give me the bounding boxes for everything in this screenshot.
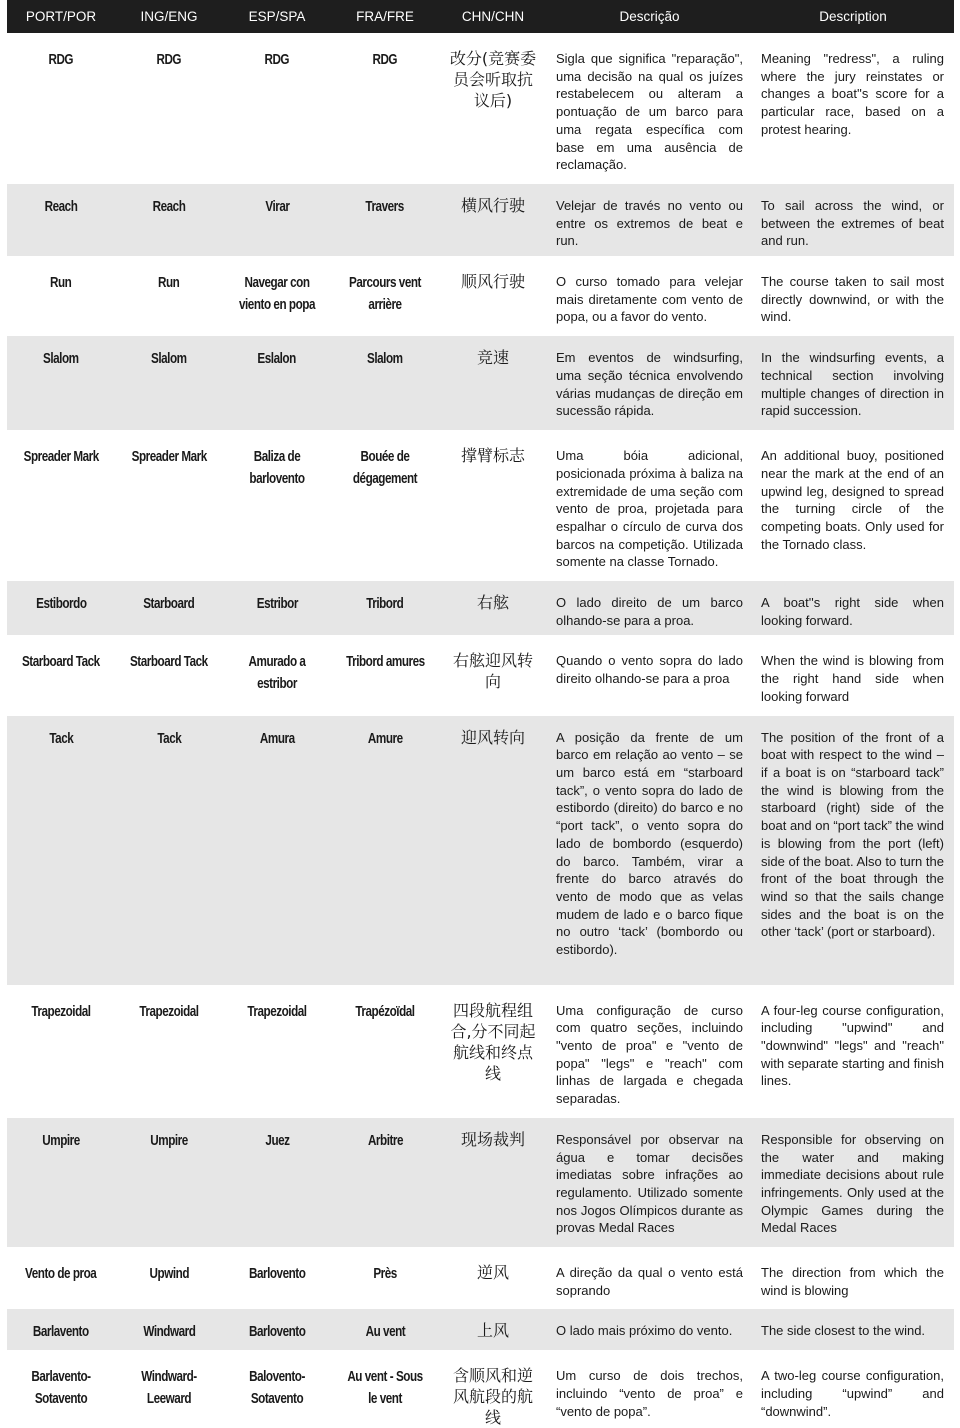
term-eng: [115, 714, 223, 987]
term-spa-text: Estribor: [256, 595, 298, 613]
term-por: [7, 579, 115, 637]
term-fre: [331, 1116, 439, 1249]
term-por-text: Tack: [49, 729, 73, 747]
term-spa-text: Barlovento: [248, 1323, 306, 1341]
term-spa: [223, 637, 331, 713]
term-por-text: Starboard Tack: [22, 653, 100, 671]
term-eng-text: Windward: [142, 1323, 196, 1341]
term-fre: [331, 579, 439, 637]
term-spa-text: Trapezoidal: [247, 1002, 307, 1020]
glossary-table: [7, 0, 954, 1428]
term-por-text: Trapezoidal: [31, 1002, 91, 1020]
term-spa-text: Eslalon: [257, 350, 297, 368]
term-por: [7, 432, 115, 579]
term-eng: [115, 258, 223, 334]
term-fre: [331, 182, 439, 258]
term-eng-text: Upwind: [149, 1264, 189, 1282]
term-spa: [223, 1116, 331, 1249]
description-pt: O lado direito de um barco olhando-se para a proa.: [547, 579, 752, 637]
term-por-text: Barlavento: [33, 1323, 89, 1341]
term-spa: [223, 432, 331, 579]
term-chn: 含顺风和逆风航段的航线: [439, 1352, 547, 1428]
term-spa-text: Amura: [259, 729, 295, 747]
term-fre: [331, 987, 439, 1116]
term-por-text: Barlavento-Sotavento: [31, 1368, 91, 1408]
description-en: In the windsurfing events, a technical section involving multiple changes of direction in rapid succession.: [752, 334, 954, 432]
header-description: Description: [752, 0, 954, 35]
term-spa: [223, 1352, 331, 1428]
table-row: [7, 182, 954, 258]
description-pt: O lado mais próximo do vento.: [547, 1307, 752, 1352]
term-fre-text: Tribord amures: [345, 653, 425, 671]
term-spa: [223, 35, 331, 182]
term-spa-text: Navegar con viento en popa: [238, 274, 316, 314]
term-por: [7, 1307, 115, 1352]
description-pt: Uma bóia adicional, posicionada próxima à baliza na extremidade de uma seção com vento de proa, projetada para espalhar o círculo de curva dos barcos na competição. Utilizada somente na classe Tornado.: [547, 432, 752, 579]
term-chn: 改分(竞赛委员会听取抗议后): [439, 35, 547, 182]
term-por-text: Run: [50, 274, 72, 292]
table-row: [7, 987, 954, 1116]
term-eng: [115, 334, 223, 432]
table-row: [7, 432, 954, 579]
description-pt: Responsável por observar na água e tomar decisões imediatas sobre infrações ao regulamento. Utilizado somente nos Jogos Olímpicos durante as provas Medal Races: [547, 1116, 752, 1249]
term-fre: [331, 334, 439, 432]
description-pt: Uma configuração de curso com quatro seções, incluindo "vento de proa" e "vento de popa" "legs" e "reach" com linhas de largada e chegada separadas.: [547, 987, 752, 1116]
description-pt: Em eventos de windsurfing, uma seção técnica envolvendo várias mudanças de direção em sucessão rápida.: [547, 334, 752, 432]
term-eng-text: Starboard: [143, 595, 195, 613]
term-eng-text: Spreader Mark: [131, 448, 207, 466]
term-spa: [223, 1249, 331, 1307]
table-row: [7, 334, 954, 432]
term-por: [7, 334, 115, 432]
term-por-text: Slalom: [43, 350, 79, 368]
term-chn: 右舷: [439, 579, 547, 637]
term-por-text: RDG: [48, 51, 74, 68]
description-en: Meaning "redress", a ruling where the jury reinstates or changes a boat''s score for a particular race, based on a protest hearing.: [752, 35, 954, 182]
term-fre: [331, 35, 439, 182]
term-fre-text: Au vent - Sous le vent: [347, 1368, 423, 1408]
term-fre-text: Bouée de dégagement: [352, 448, 418, 488]
description-en: The direction from which the wind is blowing: [752, 1249, 954, 1307]
term-spa-text: Virar: [264, 197, 290, 215]
table-row: [7, 714, 954, 987]
table-row: [7, 258, 954, 334]
term-fre: [331, 1307, 439, 1352]
term-fre-text: Parcours vent arrière: [349, 274, 421, 314]
term-por: [7, 987, 115, 1116]
description-en: The side closest to the wind.: [752, 1307, 954, 1352]
term-eng: [115, 637, 223, 713]
description-en: Responsible for observing on the water and making immediate decisions about rule infringements. Only used at the Olympic Games during the Medal Races: [752, 1116, 954, 1249]
term-fre-text: RDG: [372, 51, 398, 68]
term-fre-text: Amure: [367, 729, 403, 747]
header-chn: CHN/CHN: [439, 0, 547, 35]
description-en: The position of the front of a boat with respect to the wind – if a boat is on “starboard tack” the wind is blowing from the starboard (right) side of the boat and on “port tack” the wind is blowing from the port (left) side of the boat. Also to turn the front of the boat through the wind so that the sails change sides and the boat is on the other ‘tack’ (port or starboard).: [752, 714, 954, 987]
term-spa: [223, 1307, 331, 1352]
header-spa: ESP/SPA: [223, 0, 331, 35]
term-spa: [223, 334, 331, 432]
header-por: PORT/POR: [7, 0, 115, 35]
term-por-text: Reach: [44, 197, 78, 215]
term-fre-text: Arbitre: [367, 1131, 403, 1149]
term-spa-text: Barlovento: [248, 1264, 306, 1282]
term-chn: 现场裁判: [439, 1116, 547, 1249]
description-en: A boat''s right side when looking forward.: [752, 579, 954, 637]
term-eng-text: Slalom: [151, 350, 187, 368]
term-fre-text: Tribord: [366, 595, 404, 613]
description-en: A two-leg course configuration, including “upwind” and “downwind”.: [752, 1352, 954, 1428]
term-por: [7, 1352, 115, 1428]
term-por: [7, 637, 115, 713]
description-en: An additional buoy, positioned near the mark at the end of an upwind leg, designed to spread the turning circle of the competing boats. Only used for the Tornado class.: [752, 432, 954, 579]
term-eng-text: Umpire: [150, 1131, 188, 1149]
term-chn: 竞速: [439, 334, 547, 432]
table-row: [7, 1307, 954, 1352]
description-pt: Velejar de través no vento ou entre os extremos de beat e run.: [547, 182, 752, 258]
term-chn: 上风: [439, 1307, 547, 1352]
term-spa-text: RDG: [264, 51, 290, 68]
term-chn: 右舷迎风转向: [439, 637, 547, 713]
term-fre: [331, 258, 439, 334]
term-spa: [223, 714, 331, 987]
term-spa-text: Balovento-Sotavento: [249, 1368, 305, 1408]
term-eng-text: RDG: [156, 51, 182, 68]
term-fre-text: Travers: [365, 197, 405, 215]
header-descricao: Descrição: [547, 0, 752, 35]
term-fre-text: Slalom: [367, 350, 403, 368]
term-fre: [331, 1352, 439, 1428]
table-row: [7, 1249, 954, 1307]
description-pt: Sigla que significa "reparação", uma decisão na qual os juízes restabelecem ou alteram a pontuação de um barco para uma regata específica com base em uma ausência de reclamação.: [547, 35, 752, 182]
description-pt: O curso tomado para velejar mais diretamente com vento de popa, ou a favor do vento.: [547, 258, 752, 334]
term-fre-text: Au vent: [365, 1323, 405, 1341]
description-pt: Um curso de dois trechos, incluindo “vento de proa” e “vento de popa”.: [547, 1352, 752, 1428]
term-eng: [115, 1249, 223, 1307]
term-por: [7, 35, 115, 182]
term-por: [7, 258, 115, 334]
header-fre: FRA/FRE: [331, 0, 439, 35]
header-row: [7, 0, 954, 35]
term-fre-text: Près: [373, 1264, 397, 1282]
glossary-sheet: [7, 0, 954, 1428]
term-eng: [115, 1116, 223, 1249]
term-chn: 撑臂标志: [439, 432, 547, 579]
description-en: The course taken to sail most directly downwind, or with the wind.: [752, 258, 954, 334]
description-pt: A direção da qual o vento está soprando: [547, 1249, 752, 1307]
table-row: [7, 1116, 954, 1249]
term-eng-text: Tack: [157, 729, 181, 747]
term-por-text: Estibordo: [35, 595, 87, 613]
term-por-text: Spreader Mark: [23, 448, 99, 466]
term-por: [7, 1249, 115, 1307]
description-en: A four-leg course configuration, including "upwind" and "downwind" "legs" and "reach" with separate starting and finish lines.: [752, 987, 954, 1116]
header-eng: ING/ENG: [115, 0, 223, 35]
term-eng-text: Trapezoidal: [139, 1002, 199, 1020]
table-row: [7, 637, 954, 713]
term-fre: [331, 1249, 439, 1307]
term-eng: [115, 579, 223, 637]
description-pt: Quando o vento sopra do lado direito olhando-se para a proa: [547, 637, 752, 713]
term-por-text: Umpire: [42, 1131, 80, 1149]
term-spa: [223, 182, 331, 258]
term-fre: [331, 714, 439, 987]
term-fre: [331, 637, 439, 713]
term-chn: 横风行驶: [439, 182, 547, 258]
term-por: [7, 1116, 115, 1249]
term-por: [7, 714, 115, 987]
term-eng: [115, 1307, 223, 1352]
term-chn: 迎风转向: [439, 714, 547, 987]
term-spa: [223, 987, 331, 1116]
term-spa-text: Amurado a estribor: [248, 653, 306, 693]
term-eng-text: Run: [158, 274, 180, 292]
term-eng-text: Windward-Leeward: [141, 1368, 197, 1408]
term-eng: [115, 1352, 223, 1428]
description-pt: A posição da frente de um barco em relação ao vento – se um barco está em “starboard tack”, o vento sopra do lado de estibordo (direito) do barco e no “port tack”, o vento sopra do lado de bombordo (esquerdo) do barco. Também, virar a frente do barco através do vento de modo que as velas mudem de lado e o barco fique no outro ‘tack’ (bombordo ou estibordo).: [547, 714, 752, 987]
term-spa: [223, 579, 331, 637]
term-spa-text: Juez: [264, 1131, 290, 1149]
term-por: [7, 182, 115, 258]
term-fre-text: Trapézoïdal: [355, 1002, 415, 1020]
table-row: [7, 1352, 954, 1428]
term-eng: [115, 987, 223, 1116]
term-fre: [331, 432, 439, 579]
term-chn: 四段航程组合,分不同起航线和终点线: [439, 987, 547, 1116]
term-eng: [115, 35, 223, 182]
term-eng: [115, 182, 223, 258]
term-chn: 逆风: [439, 1249, 547, 1307]
description-en: To sail across the wind, or between the extremes of beat and run.: [752, 182, 954, 258]
description-en: When the wind is blowing from the right hand side when looking forward: [752, 637, 954, 713]
term-eng: [115, 432, 223, 579]
term-por-text: Vento de proa: [25, 1264, 97, 1282]
table-row: [7, 35, 954, 182]
term-chn: 顺风行驶: [439, 258, 547, 334]
term-spa: [223, 258, 331, 334]
term-eng-text: Reach: [152, 197, 186, 215]
term-eng-text: Starboard Tack: [130, 653, 208, 671]
term-spa-text: Baliza de barlovento: [249, 448, 305, 488]
table-row: [7, 579, 954, 637]
